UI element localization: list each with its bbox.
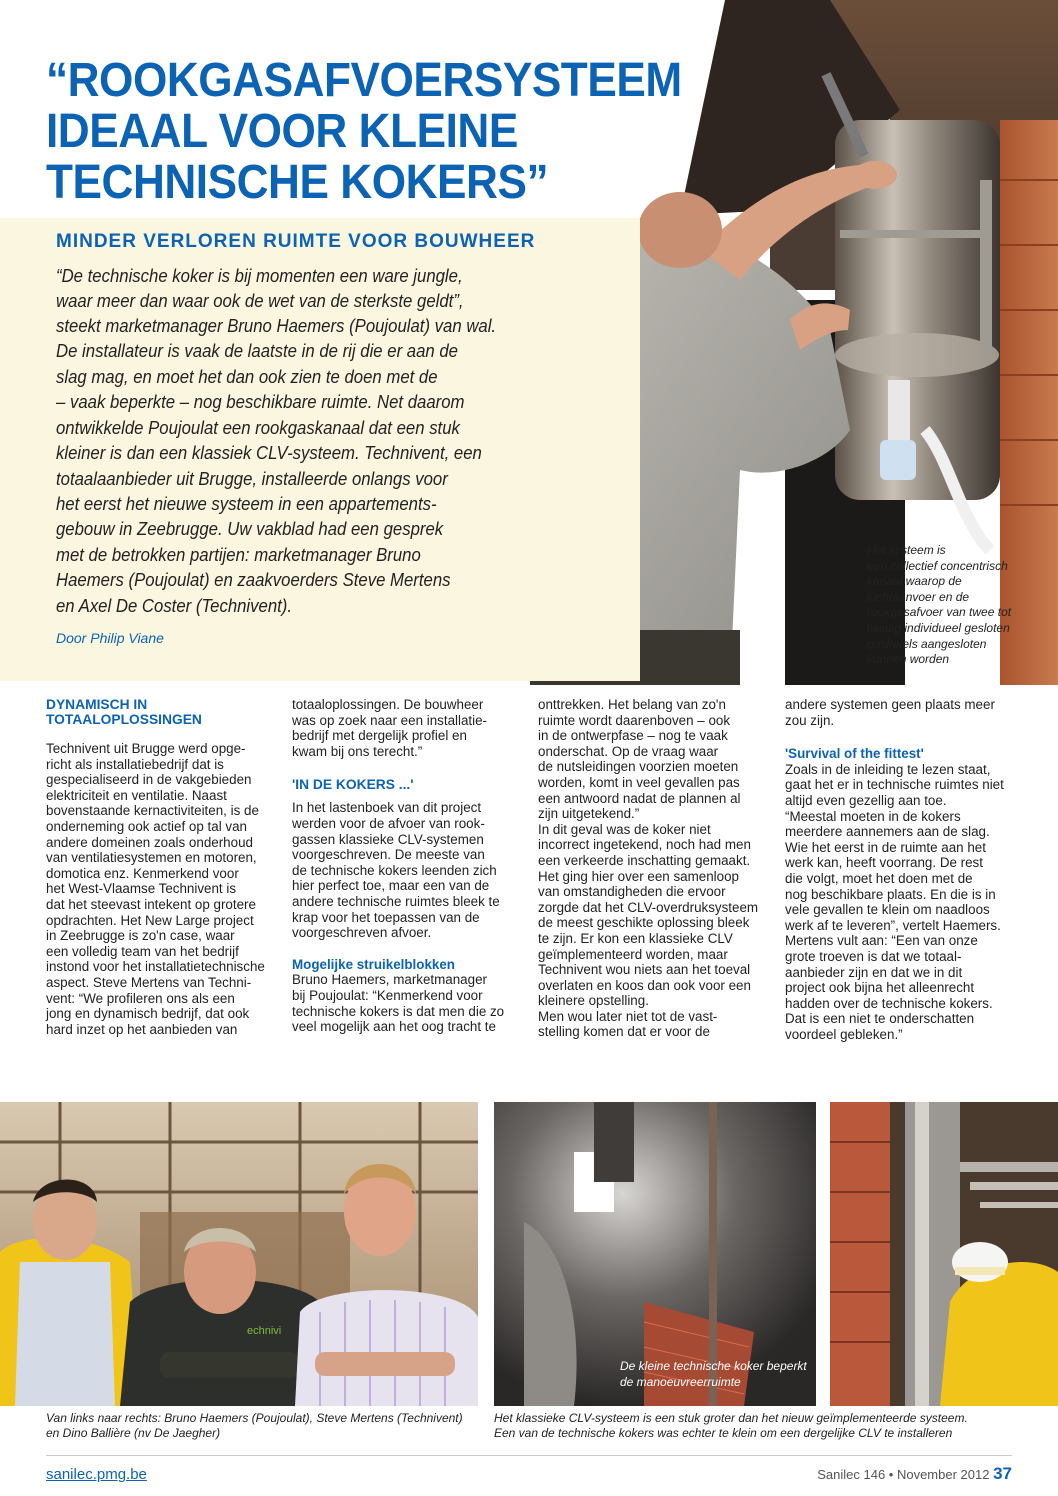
text-line: opdrachten. Het New Large project: [46, 912, 254, 928]
text-line: werk kan, heeft voorrang. De rest: [785, 855, 983, 871]
text-line: jong en dynamisch bedrijf, dat ook: [46, 1006, 250, 1022]
byline: Door Philip Viane: [56, 630, 164, 646]
text-line: domotica enz. Kenmerkend voor: [46, 865, 239, 881]
text-line: stelling komen dat er voor de: [538, 1024, 710, 1040]
caption-line: gasketels aangesloten: [867, 636, 987, 651]
website-link[interactable]: sanilec.pmg.be: [46, 1466, 147, 1483]
text-line: hadden over de technische kokers.: [785, 995, 993, 1011]
intro-line: gebouw in Zeebrugge. Uw vakblad had een gesprek: [56, 519, 444, 539]
text-line: het West-Vlaamse Technivent is: [46, 881, 237, 897]
clv-photo-illustration: [830, 1102, 1058, 1406]
caption-line: een collectief concentrisch: [867, 558, 1008, 573]
text-line: Mertens vult aan: “Een van onze: [785, 933, 978, 949]
text-line: werk af te leveren”, vertelt Haemers.: [785, 917, 1001, 933]
text-line: overlaten en koos dan ook voor een: [538, 977, 751, 993]
intro-line: het eerst het nieuwe systeem in een appartements-: [56, 494, 437, 514]
text-line: die volgt, moet het doen met de: [785, 870, 973, 886]
text-line: geïmplementeerd worden, maar: [538, 946, 728, 962]
text-line: voorgeschreven afvoer.: [292, 925, 432, 941]
text-line: in Zeebrugge is zo'n case, waar: [46, 928, 235, 944]
footer-divider: [46, 1455, 1012, 1456]
text-line: bedrijf met dergelijk profiel en: [292, 728, 467, 744]
text-line: Het ging hier over een samenloop: [538, 868, 739, 884]
text-line: zou zijn.: [785, 712, 835, 728]
text-line: hard inzet op het aanbieden van: [46, 1021, 238, 1037]
text-line: werden voor de afvoer van rook-: [292, 815, 485, 831]
issue-label: Sanilec 146 • November 2012: [817, 1467, 990, 1482]
text-line: een volledig team van het bedrijf: [46, 943, 239, 959]
subheading: 'Survival of the fittest': [785, 746, 924, 762]
caption-line: de manoeuvreerruimte: [620, 1375, 741, 1389]
text-line: gespecialiseerd in de vakgebieden: [46, 772, 252, 788]
text-line: zorgde dat het CLV-overdruksysteem: [538, 899, 759, 915]
column-4: [785, 697, 1010, 1042]
caption-line: Het klassieke CLV-systeem is een stuk groter dan het nieuw geïmplementeerde systeem.: [494, 1411, 968, 1425]
caption-line: Een van de technische kokers was echter te klein om een dergelijke CLV te installeren: [494, 1426, 953, 1440]
text-line: de technische kokers leenden zich: [292, 862, 497, 878]
intro-line: De installateur is vaak de laatste in de rij die er aan de: [56, 341, 458, 361]
text-line: Men wou later niet tot de vast-: [538, 1008, 718, 1024]
group-photo: [0, 1102, 478, 1406]
text-line: andere systemen geen plaats meer: [785, 697, 995, 712]
text-line: incorrect ingetekend, noch had men: [538, 837, 751, 853]
text-line: voorgeschreven. De meeste van: [292, 847, 485, 863]
caption-line: Het systeem is: [867, 543, 946, 557]
caption-line: kanaal waarop de: [867, 574, 962, 589]
text-line: ruimte wordt daarenboven – ook: [538, 712, 731, 728]
text-line: was op zoek naar een installatie-: [292, 712, 488, 728]
text-line: de nutsleidingen voorzien moeten: [538, 759, 739, 775]
shaft-photo: [494, 1102, 816, 1406]
text-line: krap voor het toepassen van de: [292, 909, 480, 925]
column-2: [292, 697, 517, 1035]
text-line: “Meestal moeten in de kokers: [785, 808, 961, 824]
text-line: Dat is een niet te onderschatten: [785, 1011, 975, 1027]
intro-line: ontwikkelde Poujoulat een rookgaskanaal dat een stuk: [56, 418, 460, 438]
clv-photo: [830, 1102, 1058, 1406]
text-line: te zijn. Er kon een klassieke CLV: [538, 930, 733, 946]
text-line: een verkeerde inschatting gemaakt.: [538, 852, 751, 868]
text-line: Technivent wou niets aan het toeval: [538, 962, 751, 978]
text-line: onttrekken. Het belang van zo'n: [538, 697, 726, 712]
text-line: nog beschikbare plaats. En die is in: [785, 886, 996, 902]
text-line: meerdere aannemers aan de slag.: [785, 824, 990, 840]
text-line: totaaloplossingen. De bouwheer: [292, 697, 484, 712]
headline-line-2: IDEAAL VOOR KLEINE: [46, 105, 518, 158]
group-photo-caption: [46, 1411, 463, 1441]
text-line: onderneming ook actief op tal van: [46, 818, 247, 834]
text-line: vele gevallen te klein om naadloos: [785, 902, 990, 918]
section-heading: TOTAALOPLOSSINGEN: [46, 712, 202, 727]
column-3: [538, 697, 763, 1040]
intro-line: steekt marketmanager Bruno Haemers (Poujoulat) van wal.: [56, 316, 497, 336]
intro-line: – vaak beperkte – nog beschikbare ruimte. Net daarom: [56, 392, 465, 412]
text-line: In dit geval was de koker niet: [538, 821, 711, 837]
text-line: Bruno Haemers, marketmanager: [292, 972, 487, 988]
text-line: Wie het eerst in de ruimte aan het: [785, 839, 986, 855]
jacket-logo-text: echnivi: [247, 1325, 282, 1337]
text-line: kwam bij ons terecht.”: [292, 743, 423, 759]
text-line: andere domeinen zoals onderhoud: [46, 834, 253, 850]
text-line: van omstandigheden die ervoor: [538, 884, 726, 900]
subheading: Mogelijke struikelblokken: [292, 956, 455, 972]
intro-line: kleiner is dan een klassiek CLV-systeem. Technivent, een: [56, 443, 482, 463]
text-line: Technivent uit Brugge werd opge-: [46, 741, 246, 756]
caption-line: kunnen worden: [867, 652, 950, 667]
text-line: technische kokers is dat men die zo: [292, 1003, 505, 1019]
text-line: vent: “We profileren ons als een: [46, 990, 235, 1006]
text-line: dat het steevast intekent op grotere: [46, 896, 256, 912]
page-number: 37: [993, 1464, 1012, 1483]
text-line: van ventilatiesystemen en motoren,: [46, 850, 257, 866]
issue-info: [817, 1464, 1012, 1484]
intro-line: en Axel De Coster (Technivent).: [56, 596, 293, 616]
text-line: onderschat. Op de vraag waar: [538, 743, 719, 759]
text-line: aanbieder zijn en dat we in dit: [785, 964, 963, 980]
shaft-photo-caption: [620, 1358, 807, 1390]
text-line: instond voor het installatietechnische: [46, 959, 265, 975]
text-line: aspect. Steve Mertens van Techni-: [46, 974, 252, 990]
subtitle: MINDER VERLOREN RUIMTE VOOR BOUWHEER: [56, 231, 536, 252]
text-line: bovenstaande kernactiviteiten, is de: [46, 803, 259, 819]
hero-caption: [867, 543, 1052, 668]
text-line: andere technische ruimtes bleek te: [292, 893, 500, 909]
text-line: gassen klassieke CLV-systemen: [292, 831, 484, 847]
intro-line: Haemers (Poujoulat) en zaakvoerders Steve Mertens: [56, 570, 451, 590]
text-line: een antwoord nadat de plannen al: [538, 790, 741, 806]
text-line: kleinere opstelling.: [538, 993, 649, 1009]
caption-line: De kleine technische koker beperkt: [620, 1359, 807, 1373]
text-line: voordeel gebleken.”: [785, 1026, 903, 1042]
section-heading: DYNAMISCH IN: [46, 697, 148, 712]
text-line: grote troeven is dat we totaal-: [785, 948, 962, 964]
intro-line: waar meer dan waar ook de wet van de sterkste geldt”,: [56, 291, 464, 311]
text-line: worden, komt in veel gevallen pas: [538, 774, 740, 790]
text-line: veel mogelijk aan het oog tracht te: [292, 1019, 496, 1035]
text-line: elektriciteit en ventilatie. Naast: [46, 787, 227, 803]
intro-line: met de betrokken partijen: marketmanager Bruno: [56, 545, 421, 565]
text-line: in de ontwerpfase – nog te vaak: [538, 728, 728, 744]
column-1: [46, 697, 271, 1037]
text-line: bij Poujoulat: “Kenmerkend voor: [292, 987, 483, 1003]
text-line: Zoals in de inleiding te lezen staat,: [785, 761, 991, 777]
caption-line: Van links naar rechts: Bruno Haemers (Poujoulat), Steve Mertens (Technivent): [46, 1411, 463, 1425]
headline-line-1: “ROOKGASAFVOERSYSTEEM: [46, 54, 682, 107]
clv-photo-caption: [494, 1411, 968, 1441]
text-line: richt als installatiebedrijf dat is: [46, 756, 224, 772]
section-heading: 'IN DE KOKERS ...': [292, 777, 414, 793]
intro-line: slag mag, en moet het dan ook zien te doen met de: [56, 367, 438, 387]
group-photo-illustration: [0, 1102, 478, 1406]
text-line: gaat het er in technische ruimtes niet: [785, 777, 1004, 793]
text-line: altijd even gezellig aan toe.: [785, 792, 947, 808]
caption-line: en Dino Ballière (nv De Jaegher): [46, 1426, 221, 1440]
caption-line: twintig individueel gesloten: [867, 620, 1010, 635]
text-line: In het lastenboek van dit project: [292, 800, 482, 816]
intro-line: totaalaanbieder uit Brugge, installeerde onlangs voor: [56, 469, 448, 489]
text-line: project ook bijna het alleenrecht: [785, 980, 975, 996]
caption-line: luchtaanvoer en de: [867, 589, 970, 604]
text-line: de meest geschikte oplossing bleek: [538, 915, 750, 931]
intro-line: “De technische koker is bij momenten een ware jungle,: [56, 266, 463, 286]
text-line: hier perfect toe, maar een van de: [292, 878, 490, 894]
caption-line: rookgasafvoer van twee tot: [867, 605, 1012, 620]
headline-line-3: TECHNISCHE KOKERS”: [46, 156, 549, 209]
text-line: zijn uitgetekend.”: [538, 806, 640, 822]
